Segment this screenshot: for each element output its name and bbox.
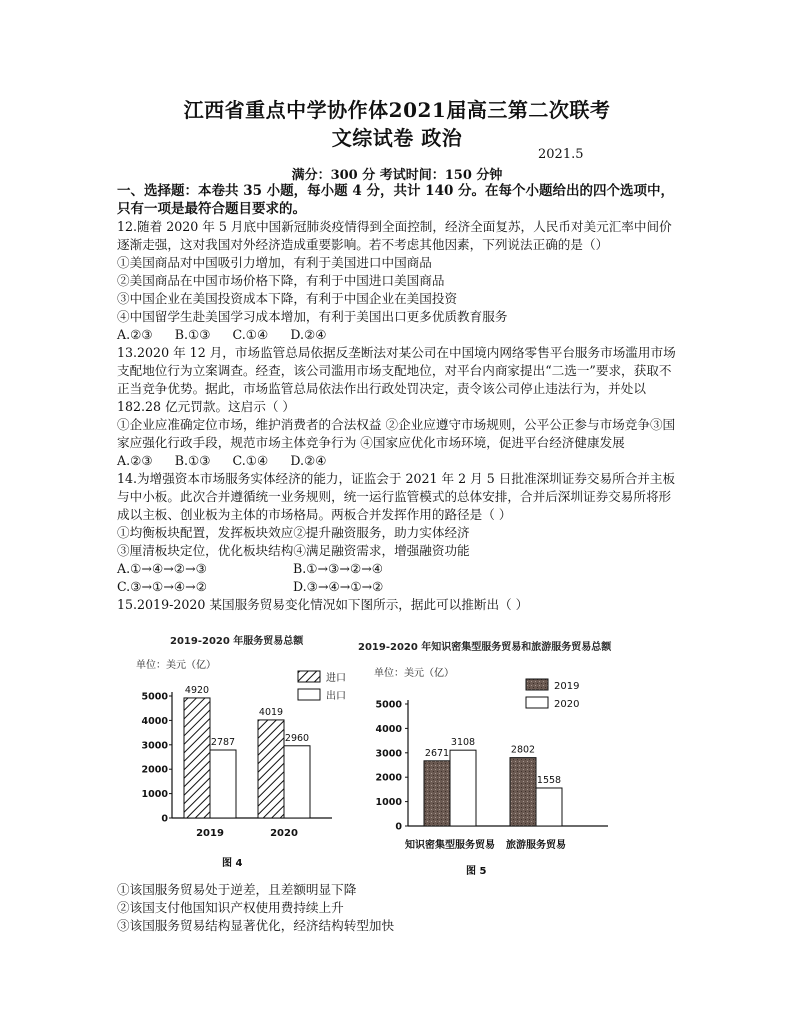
fig5-ytick-label: 5000: [375, 699, 402, 711]
q12-item: ②美国商品在中国市场价格下降，有利于中国进口美国商品: [117, 273, 445, 288]
exam-date: 2021.5: [538, 147, 584, 162]
fig4-legend-label: 进口: [326, 673, 346, 684]
q15-item: ③该国服务贸易结构显著优化，经济结构转型加快: [117, 918, 395, 933]
q12-item: ③中国企业在美国投资成本下降，有利于中国企业在美国投资: [117, 291, 458, 306]
fig4-bar-b: [210, 750, 236, 818]
fig5-bar-a: [424, 761, 450, 826]
fig4-ytick-label: 3000: [141, 740, 168, 752]
fig5-legend-swatch: [526, 679, 548, 690]
section-heading: 一、选择题：本卷共 35 小题，每小题 4 分，共计 140 分。在每个小题给出的四个选项中，只有一项是最符合题目要求的。: [117, 183, 675, 217]
fig5-ytick-label: 0: [395, 821, 402, 833]
option: C.①④: [232, 453, 269, 468]
option: A.②③: [117, 327, 153, 342]
option: D.②④: [290, 327, 327, 342]
q15-item: ②该国支付他国知识产权使用费持续上升: [117, 900, 344, 915]
fig4-ytick-label: 4000: [141, 715, 168, 727]
q15-item: ①该国服务贸易处于逆差，且差额明显下降: [117, 882, 357, 897]
q12-item: ④中国留学生赴美国学习成本增加，有利于美国出口更多优质教育服务: [117, 309, 508, 324]
fig4-caption: 图 4: [222, 858, 243, 869]
fig5-legend-label: 2020: [554, 699, 580, 710]
fig5-ytick-label: 2000: [375, 772, 402, 784]
fig5-bar-b: [450, 750, 476, 826]
q12-options: [117, 326, 680, 344]
option: B.①③: [174, 327, 211, 342]
option: D.②④: [290, 453, 327, 468]
fig4-ytick-label: 5000: [141, 691, 168, 703]
option: C.①④: [232, 327, 269, 342]
fig5-data-label: 2802: [510, 744, 536, 756]
fig4-legend-swatch: [298, 671, 320, 682]
fig4-ytick-label: 1000: [141, 789, 168, 801]
fig5-data-label: 3108: [450, 737, 476, 749]
option: D.③→④→①→②: [293, 579, 384, 594]
fig4-legend-label: 出口: [326, 691, 346, 702]
fig4-legend-swatch: [298, 689, 320, 700]
fig5-category-label: 知识密集型服务贸易: [405, 840, 495, 851]
charts-svg: [126, 632, 666, 877]
fig4-data-label: 4019: [258, 706, 284, 718]
fig4-bar-a: [184, 698, 210, 818]
question-body: [117, 218, 680, 614]
q14-options: [117, 560, 680, 596]
fig5-legend-swatch: [526, 697, 548, 708]
option: C.③→①→④→②: [117, 579, 208, 594]
q15-stem: 15.2019-2020 某国服务贸易变化情况如下图所示，据此可以推断出（ ）: [117, 597, 529, 612]
option: A.②③: [117, 453, 153, 468]
fig4-bar-b: [284, 746, 310, 818]
fig5-bar-a: [510, 758, 536, 826]
fig5-ytick-label: 4000: [375, 723, 402, 735]
option: A.①→④→②→③: [117, 561, 207, 576]
fig4-category-label: 2020: [270, 828, 298, 839]
fig4-ytick-label: 2000: [141, 764, 168, 776]
exam-subtitle: 文综试卷 政治: [331, 126, 463, 150]
q14-stem: 14.为增强资本市场服务实体经济的能力，证监会于 2021 年 2 月 5 日批准深圳证券交易所合并主板与中小板。此次合并遵循统一业务规则，统一运行监管模式的总体安排，合并后深圳证券交易所将形成以主板、创业板为主体的市场格局。两板合并发挥作用的路径是（ ）: [117, 471, 676, 522]
fig5-title: 2019-2020 年知识密集型服务贸易和旅游服务贸易总额: [358, 642, 612, 653]
q15-figures: [126, 632, 666, 877]
fig5-bar-b: [536, 788, 562, 826]
q12-stem: 12.随着 2020 年 5 月底中国新冠肺炎疫情得到全面控制，经济全面复苏，人民币对美元汇率中间价逐渐走强，这对我国对外经济造成重要影响。若不考虑其他因素，下列说法正确的是（）: [117, 219, 672, 252]
fig4-title: 2019-2020 年服务贸易总额: [170, 636, 304, 647]
exam-title: 江西省重点中学协作体2021届高三第二次联考: [183, 98, 611, 122]
fig4-category-label: 2019: [196, 828, 224, 839]
q14-item: ①均衡板块配置，发挥板块效应②提升融资服务，助力实体经济: [117, 525, 470, 540]
fig4-bar-a: [258, 720, 284, 818]
fig4-data-label: 4920: [184, 684, 210, 696]
fig5-caption: 图 5: [466, 866, 487, 877]
fig5-ytick-label: 3000: [375, 748, 402, 760]
fig4-data-label: 2960: [284, 732, 310, 744]
fig4-data-label: 2787: [210, 736, 236, 748]
fig5-legend-label: 2019: [554, 681, 580, 692]
q14-item: ③厘清板块定位，优化板块结构④满足融资需求，增强融资功能: [117, 543, 470, 558]
fig4-ytick-label: 0: [161, 813, 168, 825]
q13-stem: 13.2020 年 12 月，市场监管总局依据反垄断法对某公司在中国境内网络零售平台服务市场滥用市场支配地位行为立案调查。经查，该公司滥用市场支配地位，对平台内商家提出“二选一”要求，获取不正当竞争优势。据此，市场监管总局依法作出行政处罚决定，责令该公司停止违法行为，并处以 182.28 亿元罚款。这启示（ ）: [117, 345, 676, 414]
q13-options: [117, 452, 680, 470]
q15-statements: [117, 881, 680, 935]
fig5-data-label: 1558: [536, 774, 562, 786]
fig4-unit-label: 单位：美元（亿）: [136, 660, 216, 671]
fig5-category-label: 旅游服务贸易: [506, 840, 566, 851]
score-time: 满分：300 分 考试时间：150 分钟: [291, 168, 503, 183]
q13-items: ①企业应准确定位市场，维护消费者的合法权益 ②企业应遵守市场规则，公平公正参与市场竞争③国家应强化行政手段，规范市场主体竞争行为 ④国家应优化市场环境，促进平台经济健康发展: [117, 417, 676, 450]
fig5-unit-label: 单位：美元（亿）: [374, 668, 454, 679]
fig5-data-label: 2671: [424, 747, 450, 759]
q12-item: ①美国商品对中国吸引力增加，有利于美国进口中国商品: [117, 255, 432, 270]
option: B.①→③→②→④: [293, 561, 384, 576]
fig5-ytick-label: 1000: [375, 797, 402, 809]
option: B.①③: [174, 453, 211, 468]
